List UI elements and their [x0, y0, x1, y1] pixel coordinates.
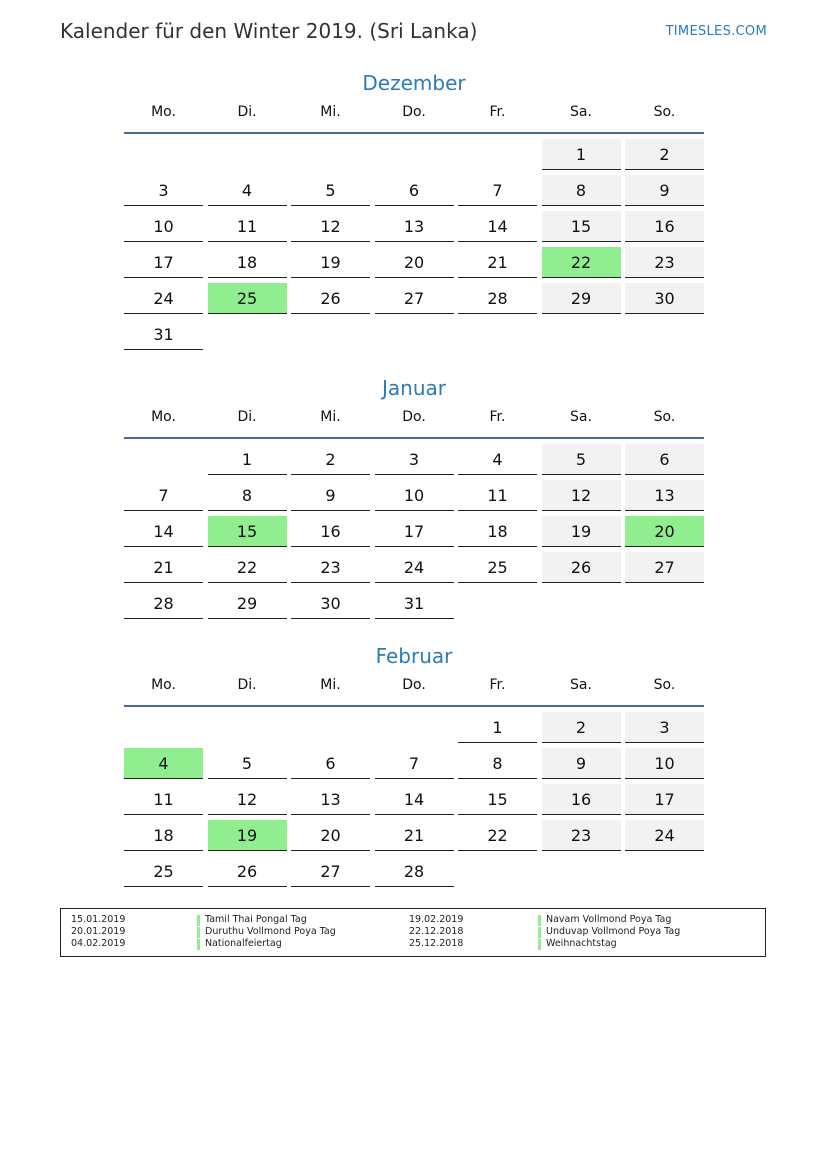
- day-cell: 24: [124, 283, 203, 314]
- holiday-marker: [197, 915, 200, 926]
- day-cell: 9: [625, 175, 704, 206]
- day-cell: 1: [208, 444, 287, 475]
- day-cell: 31: [124, 319, 203, 350]
- legend-name: Unduvap Vollmond Poya Tag: [546, 926, 681, 937]
- day-cell: 28: [458, 283, 537, 314]
- month-name: Dezember: [362, 71, 466, 95]
- month-name: Februar: [375, 644, 453, 668]
- weekday-label: Do.: [402, 104, 426, 120]
- weekday-header: [124, 98, 704, 134]
- day-cell: 30: [625, 283, 704, 314]
- day-cell: 7: [458, 175, 537, 206]
- weekday-label: Fr.: [489, 104, 506, 120]
- legend-date: 25.12.2018: [409, 938, 464, 949]
- day-cell: 4: [458, 444, 537, 475]
- legend-name: Duruthu Vollmond Poya Tag: [205, 926, 336, 937]
- day-cell: 23: [625, 247, 704, 278]
- day-cell: 29: [208, 588, 287, 619]
- holiday-marker: [197, 927, 200, 938]
- day-cell: 24: [375, 552, 454, 583]
- weekday-label: Di.: [237, 409, 257, 425]
- day-cell: 12: [542, 480, 621, 511]
- day-cell: 12: [208, 784, 287, 815]
- day-cell: 13: [625, 480, 704, 511]
- holiday-legend: [60, 908, 766, 957]
- weekday-label: Do.: [402, 677, 426, 693]
- day-cell: 9: [542, 748, 621, 779]
- month-name: Januar: [382, 376, 446, 400]
- legend-date: 15.01.2019: [71, 914, 126, 925]
- holiday-marker: [538, 915, 541, 926]
- day-cell: 14: [124, 516, 203, 547]
- holiday-marker: [197, 939, 200, 950]
- day-cell: 14: [458, 211, 537, 242]
- day-cell: 7: [124, 480, 203, 511]
- holiday-day-cell: 4: [124, 748, 203, 779]
- day-cell: 13: [375, 211, 454, 242]
- weekday-label: Mi.: [320, 677, 341, 693]
- holiday-marker: [538, 939, 541, 950]
- weekday-label: Mi.: [320, 409, 341, 425]
- day-cell: 2: [291, 444, 370, 475]
- holiday-day-cell: 15: [208, 516, 287, 547]
- day-cell: 20: [375, 247, 454, 278]
- day-cell: 12: [291, 211, 370, 242]
- day-cell: 1: [458, 712, 537, 743]
- day-cell: 26: [542, 552, 621, 583]
- day-cell: 5: [208, 748, 287, 779]
- month-december: [124, 68, 704, 355]
- day-cell: 28: [375, 856, 454, 887]
- empty-cell: [291, 712, 370, 743]
- day-cell: 9: [291, 480, 370, 511]
- day-cell: 16: [625, 211, 704, 242]
- day-cell: 5: [291, 175, 370, 206]
- day-cell: 16: [291, 516, 370, 547]
- day-cell: 16: [542, 784, 621, 815]
- weekday-label: So.: [653, 104, 676, 120]
- legend-date: 20.01.2019: [71, 926, 126, 937]
- holiday-day-cell: 19: [208, 820, 287, 851]
- day-cell: 3: [375, 444, 454, 475]
- day-cell: 30: [291, 588, 370, 619]
- day-cell: 10: [375, 480, 454, 511]
- day-cell: 6: [291, 748, 370, 779]
- empty-cell: [208, 139, 287, 170]
- day-cell: 17: [625, 784, 704, 815]
- day-cell: 19: [542, 516, 621, 547]
- day-cell: 1: [542, 139, 621, 170]
- day-cell: 2: [625, 139, 704, 170]
- month-january: [124, 373, 704, 624]
- weekday-label: Di.: [237, 104, 257, 120]
- weekday-label: Mi.: [320, 104, 341, 120]
- legend-name: Nationalfeiertag: [205, 938, 282, 949]
- day-cell: 17: [375, 516, 454, 547]
- day-cell: 5: [542, 444, 621, 475]
- empty-cell: [375, 139, 454, 170]
- day-cell: 23: [291, 552, 370, 583]
- day-cell: 27: [291, 856, 370, 887]
- day-cell: 31: [375, 588, 454, 619]
- day-cell: 27: [375, 283, 454, 314]
- day-cell: 15: [542, 211, 621, 242]
- legend-date: 22.12.2018: [409, 926, 464, 937]
- day-cell: 4: [208, 175, 287, 206]
- day-cell: 15: [458, 784, 537, 815]
- empty-cell: [124, 139, 203, 170]
- day-cell: 11: [208, 211, 287, 242]
- holiday-day-cell: 25: [208, 283, 287, 314]
- day-cell: 7: [375, 748, 454, 779]
- page-title: Kalender für den Winter 2019. (Sri Lanka): [60, 19, 478, 43]
- month-february: [124, 641, 704, 892]
- holiday-day-cell: 20: [625, 516, 704, 547]
- day-cell: 6: [625, 444, 704, 475]
- legend-name: Tamil Thai Pongal Tag: [205, 914, 307, 925]
- weekday-label: Mo.: [151, 104, 176, 120]
- weekday-label: Do.: [402, 409, 426, 425]
- weekday-label: So.: [653, 409, 676, 425]
- day-cell: 24: [625, 820, 704, 851]
- holiday-marker: [538, 927, 541, 938]
- weekday-label: Sa.: [570, 409, 592, 425]
- weekday-label: Mo.: [151, 677, 176, 693]
- day-cell: 17: [124, 247, 203, 278]
- day-cell: 10: [625, 748, 704, 779]
- day-cell: 28: [124, 588, 203, 619]
- day-cell: 21: [124, 552, 203, 583]
- day-cell: 26: [291, 283, 370, 314]
- weekday-label: Sa.: [570, 677, 592, 693]
- day-grid: [124, 444, 704, 624]
- weekday-label: Fr.: [489, 409, 506, 425]
- day-cell: 8: [542, 175, 621, 206]
- brand-link[interactable]: TIMESLES.COM: [665, 24, 767, 39]
- day-cell: 14: [375, 784, 454, 815]
- day-cell: 10: [124, 211, 203, 242]
- legend-date: 19.02.2019: [409, 914, 464, 925]
- day-cell: 18: [458, 516, 537, 547]
- day-cell: 3: [124, 175, 203, 206]
- day-cell: 18: [208, 247, 287, 278]
- day-cell: 6: [375, 175, 454, 206]
- weekday-label: Sa.: [570, 104, 592, 120]
- holiday-day-cell: 22: [542, 247, 621, 278]
- weekday-header: [124, 403, 704, 439]
- day-cell: 26: [208, 856, 287, 887]
- day-cell: 21: [375, 820, 454, 851]
- day-cell: 25: [124, 856, 203, 887]
- legend-name: Navam Vollmond Poya Tag: [546, 914, 672, 925]
- day-cell: 19: [291, 247, 370, 278]
- empty-cell: [375, 712, 454, 743]
- day-cell: 22: [458, 820, 537, 851]
- day-cell: 23: [542, 820, 621, 851]
- weekday-label: So.: [653, 677, 676, 693]
- day-cell: 29: [542, 283, 621, 314]
- legend-date: 04.02.2019: [71, 938, 126, 949]
- day-cell: 13: [291, 784, 370, 815]
- day-grid: [124, 139, 704, 355]
- empty-cell: [208, 712, 287, 743]
- day-cell: 11: [124, 784, 203, 815]
- day-cell: 27: [625, 552, 704, 583]
- legend-name: Weihnachtstag: [546, 938, 617, 949]
- weekday-label: Mo.: [151, 409, 176, 425]
- day-cell: 8: [208, 480, 287, 511]
- weekday-label: Fr.: [489, 677, 506, 693]
- weekday-header: [124, 671, 704, 707]
- weekday-label: Di.: [237, 677, 257, 693]
- day-cell: 21: [458, 247, 537, 278]
- day-cell: 3: [625, 712, 704, 743]
- empty-cell: [124, 712, 203, 743]
- day-cell: 18: [124, 820, 203, 851]
- empty-cell: [291, 139, 370, 170]
- day-cell: 20: [291, 820, 370, 851]
- day-cell: 25: [458, 552, 537, 583]
- day-cell: 11: [458, 480, 537, 511]
- day-cell: 22: [208, 552, 287, 583]
- empty-cell: [124, 444, 203, 475]
- empty-cell: [458, 139, 537, 170]
- day-grid: [124, 712, 704, 892]
- day-cell: 8: [458, 748, 537, 779]
- day-cell: 2: [542, 712, 621, 743]
